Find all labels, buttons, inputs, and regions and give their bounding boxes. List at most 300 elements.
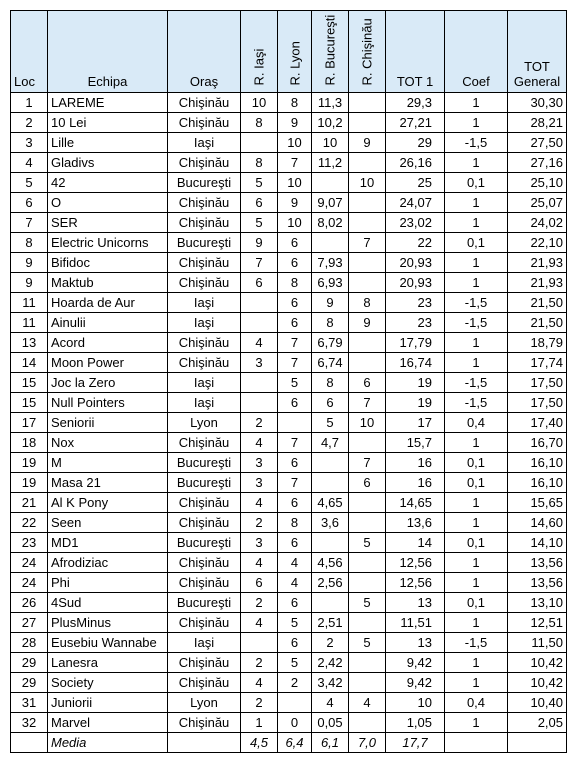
cell-tot1[interactable]: 1,05 (386, 713, 445, 733)
cell-echipa[interactable]: Lille (48, 133, 168, 153)
cell-r-iasi[interactable]: 1 (241, 713, 278, 733)
cell-tot-general[interactable]: 16,70 (508, 433, 567, 453)
cell-tot-general[interactable]: 11,50 (508, 633, 567, 653)
cell-r-lyon[interactable]: 6 (278, 313, 312, 333)
cell-coef[interactable]: 1 (445, 273, 508, 293)
cell-echipa[interactable]: Maktub (48, 273, 168, 293)
cell-oras[interactable]: Chişinău (168, 253, 241, 273)
cell-r-iasi[interactable]: 3 (241, 353, 278, 373)
cell-oras[interactable]: Iaşi (168, 633, 241, 653)
cell-r-iasi[interactable]: 8 (241, 113, 278, 133)
header-r-chisinau[interactable] (349, 11, 386, 93)
cell-oras[interactable]: Iaşi (168, 293, 241, 313)
cell-coef[interactable]: 1 (445, 353, 508, 373)
cell-r-iasi[interactable]: 6 (241, 573, 278, 593)
cell-echipa[interactable]: Phi (48, 573, 168, 593)
cell-r-lyon[interactable]: 0 (278, 713, 312, 733)
cell-tot1[interactable]: 14,65 (386, 493, 445, 513)
cell-r-chisinau[interactable] (349, 493, 386, 513)
cell-oras[interactable]: Iaşi (168, 393, 241, 413)
cell-tot1[interactable]: 16 (386, 453, 445, 473)
cell-loc[interactable]: 24 (11, 553, 48, 573)
cell-oras[interactable]: Chişinău (168, 153, 241, 173)
cell-coef[interactable]: 0,4 (445, 413, 508, 433)
cell-loc[interactable]: 9 (11, 273, 48, 293)
cell-tot1[interactable]: 13 (386, 593, 445, 613)
cell-r-bucuresti[interactable]: 8 (312, 313, 349, 333)
cell-r-lyon[interactable]: 8 (278, 273, 312, 293)
cell-r-chisinau[interactable]: 8 (349, 293, 386, 313)
cell-loc[interactable]: 28 (11, 633, 48, 653)
cell-r-iasi[interactable]: 6 (241, 193, 278, 213)
cell-r-chisinau[interactable] (349, 273, 386, 293)
header-coef[interactable]: Coef (445, 11, 508, 93)
cell-r-lyon[interactable]: 6 (278, 253, 312, 273)
cell-oras[interactable]: Chişinău (168, 433, 241, 453)
cell-tot1[interactable]: 19 (386, 393, 445, 413)
cell-coef[interactable]: 1 (445, 653, 508, 673)
cell-coef[interactable]: 1 (445, 433, 508, 453)
cell-tot1[interactable]: 29 (386, 133, 445, 153)
cell-oras[interactable]: Lyon (168, 693, 241, 713)
cell-r-bucuresti[interactable]: 2,56 (312, 573, 349, 593)
cell-tot1[interactable]: 17,79 (386, 333, 445, 353)
cell-r-bucuresti[interactable]: 10,2 (312, 113, 349, 133)
cell-oras[interactable]: Bucureşti (168, 473, 241, 493)
cell-loc[interactable]: 26 (11, 593, 48, 613)
cell-r-lyon[interactable]: 4 (278, 553, 312, 573)
cell-coef[interactable]: 1 (445, 713, 508, 733)
cell-loc[interactable]: 9 (11, 253, 48, 273)
header-echipa[interactable]: Echipa (48, 11, 168, 93)
cell-tot-general[interactable]: 21,50 (508, 313, 567, 333)
cell-echipa[interactable]: Ainulii (48, 313, 168, 333)
cell-oras[interactable]: Chişinău (168, 213, 241, 233)
cell-oras[interactable]: Chişinău (168, 493, 241, 513)
cell-echipa[interactable]: O (48, 193, 168, 213)
cell-tot-general[interactable]: 16,10 (508, 473, 567, 493)
cell-tot1[interactable]: 14 (386, 533, 445, 553)
cell-r-chisinau[interactable]: 7 (349, 393, 386, 413)
cell-echipa[interactable]: 4Sud (48, 593, 168, 613)
cell-tot1[interactable]: 10 (386, 693, 445, 713)
cell-r-chisinau[interactable]: 6 (349, 473, 386, 493)
cell-loc[interactable]: 1 (11, 93, 48, 113)
cell-tot1[interactable]: 29,3 (386, 93, 445, 113)
cell-r-lyon[interactable]: 6 (278, 493, 312, 513)
cell-oras[interactable]: Chişinău (168, 193, 241, 213)
cell-loc[interactable]: 32 (11, 713, 48, 733)
cell-r-lyon[interactable]: 6 (278, 233, 312, 253)
cell-oras[interactable]: Bucureşti (168, 533, 241, 553)
cell-tot-general[interactable]: 10,42 (508, 653, 567, 673)
cell-oras[interactable]: Bucureşti (168, 593, 241, 613)
header-tot1[interactable]: TOT 1 (386, 11, 445, 93)
header-oras[interactable]: Oraş (168, 11, 241, 93)
cell-coef[interactable]: 1 (445, 213, 508, 233)
cell-r-chisinau[interactable]: 5 (349, 593, 386, 613)
cell-r-chisinau[interactable] (349, 613, 386, 633)
cell-r-iasi[interactable]: 7 (241, 253, 278, 273)
cell-coef[interactable]: 0,1 (445, 533, 508, 553)
cell-r-chisinau[interactable]: 4 (349, 693, 386, 713)
cell-r-chisinau[interactable]: 9 (349, 133, 386, 153)
cell-tot-general[interactable]: 17,50 (508, 373, 567, 393)
cell-r-bucuresti[interactable]: 10 (312, 133, 349, 153)
cell-oras[interactable]: Chişinău (168, 553, 241, 573)
cell-r-iasi[interactable]: 4 (241, 433, 278, 453)
cell-r-bucuresti[interactable] (312, 233, 349, 253)
cell-echipa[interactable]: Masa 21 (48, 473, 168, 493)
media-cell-r-lyon[interactable]: 6,4 (278, 733, 312, 753)
cell-r-bucuresti[interactable]: 7,93 (312, 253, 349, 273)
cell-r-lyon[interactable]: 8 (278, 93, 312, 113)
cell-r-bucuresti[interactable]: 4,56 (312, 553, 349, 573)
cell-echipa[interactable]: Acord (48, 333, 168, 353)
cell-coef[interactable]: 0,1 (445, 453, 508, 473)
cell-r-chisinau[interactable] (349, 113, 386, 133)
cell-oras[interactable]: Chişinău (168, 113, 241, 133)
header-r-bucuresti[interactable] (312, 11, 349, 93)
media-cell-label[interactable]: Media (48, 733, 168, 753)
cell-echipa[interactable]: Hoarda de Aur (48, 293, 168, 313)
cell-tot-general[interactable]: 17,50 (508, 393, 567, 413)
cell-loc[interactable]: 24 (11, 573, 48, 593)
cell-r-bucuresti[interactable]: 8,02 (312, 213, 349, 233)
cell-r-bucuresti[interactable]: 8 (312, 373, 349, 393)
cell-tot1[interactable]: 17 (386, 413, 445, 433)
cell-r-bucuresti[interactable]: 4,65 (312, 493, 349, 513)
cell-coef[interactable]: 1 (445, 513, 508, 533)
cell-r-lyon[interactable]: 5 (278, 653, 312, 673)
header-loc[interactable]: Loc (11, 11, 48, 93)
cell-coef[interactable]: 1 (445, 333, 508, 353)
cell-r-chisinau[interactable]: 7 (349, 233, 386, 253)
cell-r-lyon[interactable]: 9 (278, 113, 312, 133)
cell-tot1[interactable]: 13,6 (386, 513, 445, 533)
cell-r-iasi[interactable] (241, 293, 278, 313)
cell-oras[interactable]: Chişinău (168, 93, 241, 113)
cell-tot1[interactable]: 23 (386, 313, 445, 333)
cell-echipa[interactable]: Society (48, 673, 168, 693)
cell-tot-general[interactable]: 18,79 (508, 333, 567, 353)
cell-r-chisinau[interactable] (349, 333, 386, 353)
cell-tot-general[interactable]: 12,51 (508, 613, 567, 633)
cell-coef[interactable]: 1 (445, 573, 508, 593)
cell-coef[interactable]: -1,5 (445, 633, 508, 653)
cell-echipa[interactable]: LAREME (48, 93, 168, 113)
cell-tot-general[interactable]: 13,10 (508, 593, 567, 613)
cell-r-iasi[interactable]: 3 (241, 473, 278, 493)
cell-loc[interactable]: 7 (11, 213, 48, 233)
cell-tot1[interactable]: 24,07 (386, 193, 445, 213)
cell-r-iasi[interactable]: 2 (241, 653, 278, 673)
cell-coef[interactable]: -1,5 (445, 313, 508, 333)
cell-coef[interactable]: 1 (445, 493, 508, 513)
cell-tot-general[interactable]: 10,40 (508, 693, 567, 713)
cell-r-iasi[interactable]: 4 (241, 553, 278, 573)
cell-r-iasi[interactable]: 4 (241, 333, 278, 353)
cell-echipa[interactable]: Eusebiu Wannabe (48, 633, 168, 653)
cell-r-chisinau[interactable] (349, 213, 386, 233)
cell-r-lyon[interactable]: 6 (278, 593, 312, 613)
cell-loc[interactable]: 29 (11, 673, 48, 693)
cell-r-bucuresti[interactable]: 5 (312, 413, 349, 433)
cell-r-chisinau[interactable] (349, 433, 386, 453)
cell-tot1[interactable]: 16,74 (386, 353, 445, 373)
cell-tot1[interactable]: 12,56 (386, 573, 445, 593)
cell-r-chisinau[interactable]: 6 (349, 373, 386, 393)
cell-r-lyon[interactable]: 7 (278, 333, 312, 353)
cell-r-lyon[interactable]: 6 (278, 533, 312, 553)
cell-r-bucuresti[interactable] (312, 453, 349, 473)
cell-tot-general[interactable]: 21,93 (508, 273, 567, 293)
cell-r-iasi[interactable]: 5 (241, 213, 278, 233)
cell-coef[interactable]: 1 (445, 193, 508, 213)
cell-loc[interactable]: 31 (11, 693, 48, 713)
cell-loc[interactable]: 15 (11, 393, 48, 413)
cell-oras[interactable]: Iaşi (168, 313, 241, 333)
cell-r-bucuresti[interactable]: 4 (312, 693, 349, 713)
cell-r-bucuresti[interactable]: 9 (312, 293, 349, 313)
cell-r-bucuresti[interactable]: 11,2 (312, 153, 349, 173)
cell-echipa[interactable]: Null Pointers (48, 393, 168, 413)
cell-r-lyon[interactable]: 9 (278, 193, 312, 213)
cell-r-chisinau[interactable] (349, 253, 386, 273)
cell-tot-general[interactable]: 15,65 (508, 493, 567, 513)
cell-r-bucuresti[interactable]: 6,93 (312, 273, 349, 293)
cell-r-lyon[interactable]: 8 (278, 513, 312, 533)
cell-r-iasi[interactable]: 3 (241, 533, 278, 553)
cell-r-lyon[interactable] (278, 693, 312, 713)
cell-tot1[interactable]: 16 (386, 473, 445, 493)
cell-echipa[interactable]: Seen (48, 513, 168, 533)
cell-r-bucuresti[interactable]: 11,3 (312, 93, 349, 113)
cell-coef[interactable]: 0,4 (445, 693, 508, 713)
media-cell-empty[interactable] (508, 733, 567, 753)
cell-r-lyon[interactable]: 7 (278, 153, 312, 173)
cell-oras[interactable]: Lyon (168, 413, 241, 433)
cell-tot-general[interactable]: 14,10 (508, 533, 567, 553)
cell-r-iasi[interactable] (241, 633, 278, 653)
cell-r-iasi[interactable] (241, 133, 278, 153)
cell-r-bucuresti[interactable] (312, 593, 349, 613)
cell-loc[interactable]: 11 (11, 313, 48, 333)
cell-tot-general[interactable]: 25,10 (508, 173, 567, 193)
header-tot-general[interactable]: TOT General (508, 11, 567, 93)
cell-oras[interactable]: Chişinău (168, 713, 241, 733)
cell-r-iasi[interactable] (241, 313, 278, 333)
cell-r-iasi[interactable]: 6 (241, 273, 278, 293)
cell-oras[interactable]: Iaşi (168, 373, 241, 393)
cell-r-bucuresti[interactable]: 4,7 (312, 433, 349, 453)
cell-r-lyon[interactable] (278, 413, 312, 433)
cell-tot-general[interactable]: 27,16 (508, 153, 567, 173)
cell-echipa[interactable]: Marvel (48, 713, 168, 733)
cell-oras[interactable]: Chişinău (168, 513, 241, 533)
cell-loc[interactable]: 29 (11, 653, 48, 673)
cell-coef[interactable]: 1 (445, 553, 508, 573)
cell-tot1[interactable]: 26,16 (386, 153, 445, 173)
cell-r-iasi[interactable]: 2 (241, 413, 278, 433)
cell-tot1[interactable]: 25 (386, 173, 445, 193)
cell-loc[interactable]: 19 (11, 453, 48, 473)
cell-r-bucuresti[interactable]: 6 (312, 393, 349, 413)
cell-tot-general[interactable]: 2,05 (508, 713, 567, 733)
cell-tot-general[interactable]: 27,50 (508, 133, 567, 153)
cell-coef[interactable]: 1 (445, 93, 508, 113)
cell-r-iasi[interactable]: 4 (241, 673, 278, 693)
cell-coef[interactable]: 1 (445, 113, 508, 133)
cell-r-chisinau[interactable] (349, 713, 386, 733)
cell-echipa[interactable]: M (48, 453, 168, 473)
cell-r-chisinau[interactable] (349, 153, 386, 173)
cell-oras[interactable]: Bucureşti (168, 173, 241, 193)
cell-echipa[interactable]: PlusMinus (48, 613, 168, 633)
cell-r-iasi[interactable]: 4 (241, 613, 278, 633)
cell-coef[interactable]: 1 (445, 673, 508, 693)
cell-coef[interactable]: 0,1 (445, 173, 508, 193)
cell-loc[interactable]: 14 (11, 353, 48, 373)
cell-echipa[interactable]: Bifidoc (48, 253, 168, 273)
cell-tot-general[interactable]: 13,56 (508, 573, 567, 593)
cell-r-lyon[interactable]: 6 (278, 293, 312, 313)
cell-echipa[interactable]: Lanesra (48, 653, 168, 673)
cell-tot1[interactable]: 9,42 (386, 653, 445, 673)
header-r-lyon[interactable] (278, 11, 312, 93)
cell-r-chisinau[interactable]: 10 (349, 173, 386, 193)
cell-tot1[interactable]: 27,21 (386, 113, 445, 133)
cell-tot1[interactable]: 20,93 (386, 273, 445, 293)
cell-r-bucuresti[interactable]: 6,74 (312, 353, 349, 373)
cell-r-bucuresti[interactable] (312, 173, 349, 193)
media-cell-r-iasi[interactable]: 4,5 (241, 733, 278, 753)
cell-loc[interactable]: 2 (11, 113, 48, 133)
cell-echipa[interactable]: Electric Unicorns (48, 233, 168, 253)
cell-coef[interactable]: 0,1 (445, 593, 508, 613)
cell-r-chisinau[interactable] (349, 553, 386, 573)
cell-r-iasi[interactable]: 5 (241, 173, 278, 193)
cell-tot-general[interactable]: 21,50 (508, 293, 567, 313)
cell-r-lyon[interactable]: 7 (278, 473, 312, 493)
cell-r-iasi[interactable]: 2 (241, 693, 278, 713)
cell-r-chisinau[interactable]: 7 (349, 453, 386, 473)
cell-oras[interactable]: Bucureşti (168, 453, 241, 473)
cell-r-chisinau[interactable]: 9 (349, 313, 386, 333)
media-cell-r-bucuresti[interactable]: 6,1 (312, 733, 349, 753)
cell-oras[interactable]: Chişinău (168, 613, 241, 633)
cell-r-iasi[interactable]: 8 (241, 153, 278, 173)
cell-r-bucuresti[interactable] (312, 533, 349, 553)
media-cell-empty[interactable] (168, 733, 241, 753)
cell-echipa[interactable]: Al K Pony (48, 493, 168, 513)
cell-oras[interactable]: Chişinău (168, 573, 241, 593)
cell-r-bucuresti[interactable]: 2,51 (312, 613, 349, 633)
cell-echipa[interactable]: Nox (48, 433, 168, 453)
cell-r-bucuresti[interactable]: 2 (312, 633, 349, 653)
cell-loc[interactable]: 17 (11, 413, 48, 433)
cell-tot-general[interactable]: 22,10 (508, 233, 567, 253)
cell-tot1[interactable]: 19 (386, 373, 445, 393)
header-r-iasi[interactable] (241, 11, 278, 93)
cell-r-lyon[interactable]: 10 (278, 213, 312, 233)
cell-r-iasi[interactable]: 4 (241, 493, 278, 513)
cell-tot-general[interactable]: 16,10 (508, 453, 567, 473)
cell-oras[interactable]: Chişinău (168, 353, 241, 373)
cell-tot-general[interactable]: 28,21 (508, 113, 567, 133)
cell-coef[interactable]: 0,1 (445, 233, 508, 253)
cell-r-lyon[interactable]: 7 (278, 353, 312, 373)
cell-r-lyon[interactable]: 4 (278, 573, 312, 593)
cell-oras[interactable]: Chişinău (168, 333, 241, 353)
cell-r-chisinau[interactable] (349, 573, 386, 593)
cell-loc[interactable]: 27 (11, 613, 48, 633)
cell-tot-general[interactable]: 14,60 (508, 513, 567, 533)
cell-tot1[interactable]: 11,51 (386, 613, 445, 633)
cell-oras[interactable]: Chişinău (168, 273, 241, 293)
cell-loc[interactable]: 6 (11, 193, 48, 213)
cell-coef[interactable]: -1,5 (445, 393, 508, 413)
cell-loc[interactable]: 21 (11, 493, 48, 513)
cell-tot1[interactable]: 20,93 (386, 253, 445, 273)
cell-loc[interactable]: 23 (11, 533, 48, 553)
cell-coef[interactable]: -1,5 (445, 293, 508, 313)
cell-echipa[interactable]: Seniorii (48, 413, 168, 433)
cell-tot1[interactable]: 15,7 (386, 433, 445, 453)
media-cell-r-chisinau[interactable]: 7,0 (349, 733, 386, 753)
cell-r-iasi[interactable] (241, 393, 278, 413)
cell-r-lyon[interactable]: 10 (278, 133, 312, 153)
cell-tot-general[interactable]: 17,74 (508, 353, 567, 373)
cell-r-lyon[interactable]: 6 (278, 453, 312, 473)
cell-echipa[interactable]: Gladivs (48, 153, 168, 173)
cell-r-iasi[interactable]: 9 (241, 233, 278, 253)
cell-r-chisinau[interactable]: 5 (349, 633, 386, 653)
cell-r-iasi[interactable]: 10 (241, 93, 278, 113)
cell-r-iasi[interactable]: 2 (241, 513, 278, 533)
cell-tot1[interactable]: 13 (386, 633, 445, 653)
cell-r-bucuresti[interactable]: 3,42 (312, 673, 349, 693)
cell-loc[interactable]: 8 (11, 233, 48, 253)
cell-echipa[interactable]: MD1 (48, 533, 168, 553)
cell-r-chisinau[interactable] (349, 513, 386, 533)
cell-loc[interactable]: 11 (11, 293, 48, 313)
cell-coef[interactable]: -1,5 (445, 133, 508, 153)
cell-echipa[interactable]: Joc la Zero (48, 373, 168, 393)
cell-r-iasi[interactable]: 2 (241, 593, 278, 613)
cell-tot-general[interactable]: 25,07 (508, 193, 567, 213)
cell-tot1[interactable]: 9,42 (386, 673, 445, 693)
cell-echipa[interactable]: 42 (48, 173, 168, 193)
cell-r-lyon[interactable]: 7 (278, 433, 312, 453)
cell-r-bucuresti[interactable]: 3,6 (312, 513, 349, 533)
cell-loc[interactable]: 5 (11, 173, 48, 193)
cell-oras[interactable]: Chişinău (168, 653, 241, 673)
cell-tot-general[interactable]: 13,56 (508, 553, 567, 573)
cell-loc[interactable]: 19 (11, 473, 48, 493)
cell-tot-general[interactable]: 24,02 (508, 213, 567, 233)
cell-r-chisinau[interactable] (349, 653, 386, 673)
cell-tot-general[interactable]: 21,93 (508, 253, 567, 273)
cell-coef[interactable]: 1 (445, 253, 508, 273)
cell-tot-general[interactable]: 30,30 (508, 93, 567, 113)
cell-r-lyon[interactable]: 5 (278, 373, 312, 393)
cell-r-bucuresti[interactable]: 2,42 (312, 653, 349, 673)
cell-oras[interactable]: Iaşi (168, 133, 241, 153)
cell-loc[interactable]: 13 (11, 333, 48, 353)
cell-r-chisinau[interactable]: 5 (349, 533, 386, 553)
media-cell-empty[interactable] (445, 733, 508, 753)
